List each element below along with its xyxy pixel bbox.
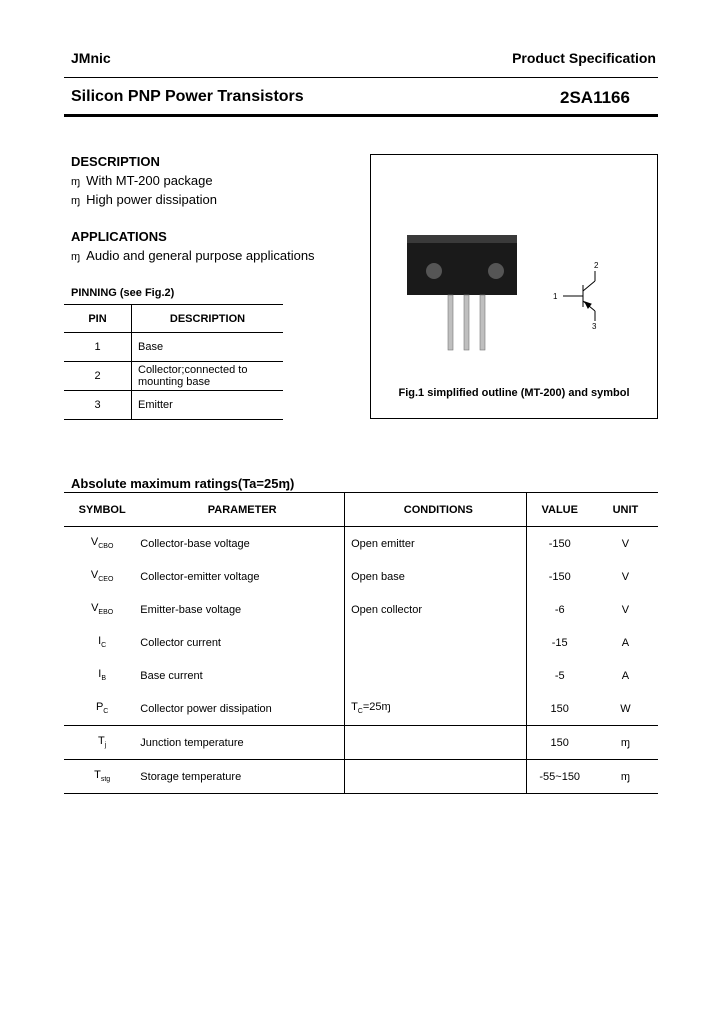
- parameter-cell: Storage temperature: [140, 760, 344, 794]
- pin-description: Collector;connected to mounting base: [132, 362, 284, 391]
- pin-number: 3: [64, 391, 132, 420]
- conditions-cell: $T_C=25ɱ$: [345, 692, 526, 726]
- unit-column-header: UNIT: [593, 493, 658, 527]
- conditions-cell: [345, 760, 526, 794]
- unit-cell: V: [621, 570, 630, 583]
- bullet-mark: ɱ: [71, 251, 81, 263]
- symbol-cell: $V_{EBO}$: [91, 602, 114, 617]
- table-row: [64, 560, 658, 593]
- parameter-cell: Base current: [140, 669, 203, 682]
- parameter-cell: Collector-base voltage: [140, 537, 250, 550]
- parameter-cell: Junction temperature: [140, 726, 344, 760]
- conditions-cell: [345, 726, 526, 760]
- value-cell: -6: [526, 593, 593, 626]
- value-column-header: VALUE: [526, 493, 593, 527]
- table-row: [64, 391, 283, 420]
- value-cell: 150: [526, 726, 593, 760]
- ratings-title: Absolute maximum ratings(Ta=25ɱ): [71, 476, 295, 491]
- description-column-header: DESCRIPTION: [132, 305, 284, 333]
- pin-number: 2: [64, 362, 132, 391]
- header-rule: [64, 77, 658, 78]
- pin-column-header: PIN: [64, 305, 132, 333]
- parameter-column-header: PARAMETER: [140, 493, 344, 527]
- pinning-header-row: [64, 305, 283, 333]
- pinning-table: [64, 304, 283, 420]
- lead-1: [448, 295, 453, 350]
- value-cell: -150: [526, 527, 593, 561]
- symbol-pin-1-label: 1: [553, 292, 558, 301]
- table-row: [64, 626, 658, 659]
- conditions-cell: Open emitter: [345, 527, 526, 561]
- unit-cell: V: [621, 603, 630, 616]
- lead-3: [480, 295, 485, 350]
- symbol-cell: $P_C$: [95, 701, 109, 716]
- unit-cell: W: [620, 702, 631, 715]
- applications-heading: APPLICATIONS: [71, 229, 167, 244]
- value-cell: -55~150: [526, 760, 593, 794]
- description-item: ɱ High power dissipation: [71, 192, 217, 207]
- unit-cell: A: [621, 669, 630, 682]
- transistor-outline-drawing: [371, 155, 657, 385]
- unit-cell: ɱ: [593, 760, 658, 794]
- package-top-edge: [407, 235, 517, 243]
- pin-description: Base: [132, 333, 284, 362]
- conditions-cell: Open base: [345, 560, 526, 593]
- lead-2: [464, 295, 469, 350]
- table-row: [64, 659, 658, 692]
- pin-number: 1: [64, 333, 132, 362]
- symbol-cell: $V_{CBO}$: [90, 536, 114, 551]
- table-row: [64, 726, 658, 760]
- bullet-mark: ɱ: [71, 176, 81, 188]
- unit-cell: V: [621, 537, 630, 550]
- mounting-hole-left: [426, 263, 442, 279]
- table-row: [64, 760, 658, 794]
- part-number: 2SA1166: [560, 88, 630, 107]
- value-cell: 150: [526, 692, 593, 726]
- unit-cell: A: [621, 636, 630, 649]
- document-type: Product Specification: [512, 50, 656, 66]
- mounting-hole-right: [488, 263, 504, 279]
- symbol-pin-2-label: 2: [594, 261, 599, 270]
- symbol-cell: $V_{CEO}$: [90, 569, 114, 584]
- table-row: [64, 593, 658, 626]
- unit-cell: ɱ: [593, 726, 658, 760]
- symbol-cell: $T_{stg}$: [64, 760, 140, 794]
- symbol-cell: $I_B$: [98, 668, 107, 683]
- parameter-cell: Collector power dissipation: [140, 702, 272, 715]
- symbol-cell: $T_j$: [64, 726, 140, 760]
- value-cell: -150: [526, 560, 593, 593]
- table-row: [64, 692, 658, 726]
- ratings-header-row: [64, 493, 658, 527]
- value-cell: -15: [526, 626, 593, 659]
- applications-item: ɱ Audio and general purpose applications: [71, 248, 315, 263]
- conditions-cell: [345, 659, 526, 692]
- pin-description: Emitter: [132, 391, 284, 420]
- figure-caption: Fig.1 simplified outline (MT-200) and symbol: [398, 387, 630, 399]
- conditions-column-header: CONDITIONS: [345, 493, 526, 527]
- conditions-cell: Open collector: [345, 593, 526, 626]
- parameter-cell: Collector-emitter voltage: [140, 570, 260, 583]
- conditions-cell: [345, 626, 526, 659]
- symbol-cell: $I_C$: [98, 635, 107, 650]
- parameter-cell: Collector current: [140, 636, 221, 649]
- symbol-column-header: SYMBOL: [64, 493, 140, 527]
- pnp-symbol: [563, 271, 595, 321]
- bullet-mark: ɱ: [71, 195, 81, 207]
- pinning-caption: PINNING (see Fig.2): [71, 287, 175, 299]
- table-row: [64, 333, 283, 362]
- figure-box: [370, 154, 658, 419]
- description-item: ɱ With MT-200 package: [71, 173, 213, 188]
- description-heading: DESCRIPTION: [71, 154, 160, 169]
- ratings-table: [64, 492, 658, 794]
- value-cell: -5: [526, 659, 593, 692]
- company-name: JMnic: [71, 50, 111, 66]
- table-row: [64, 527, 658, 561]
- parameter-cell: Emitter-base voltage: [140, 603, 242, 616]
- symbol-pin-3-label: 3: [592, 322, 597, 331]
- title-rule: [64, 114, 658, 117]
- page-title: Silicon PNP Power Transistors: [71, 88, 304, 105]
- table-row: [64, 362, 283, 391]
